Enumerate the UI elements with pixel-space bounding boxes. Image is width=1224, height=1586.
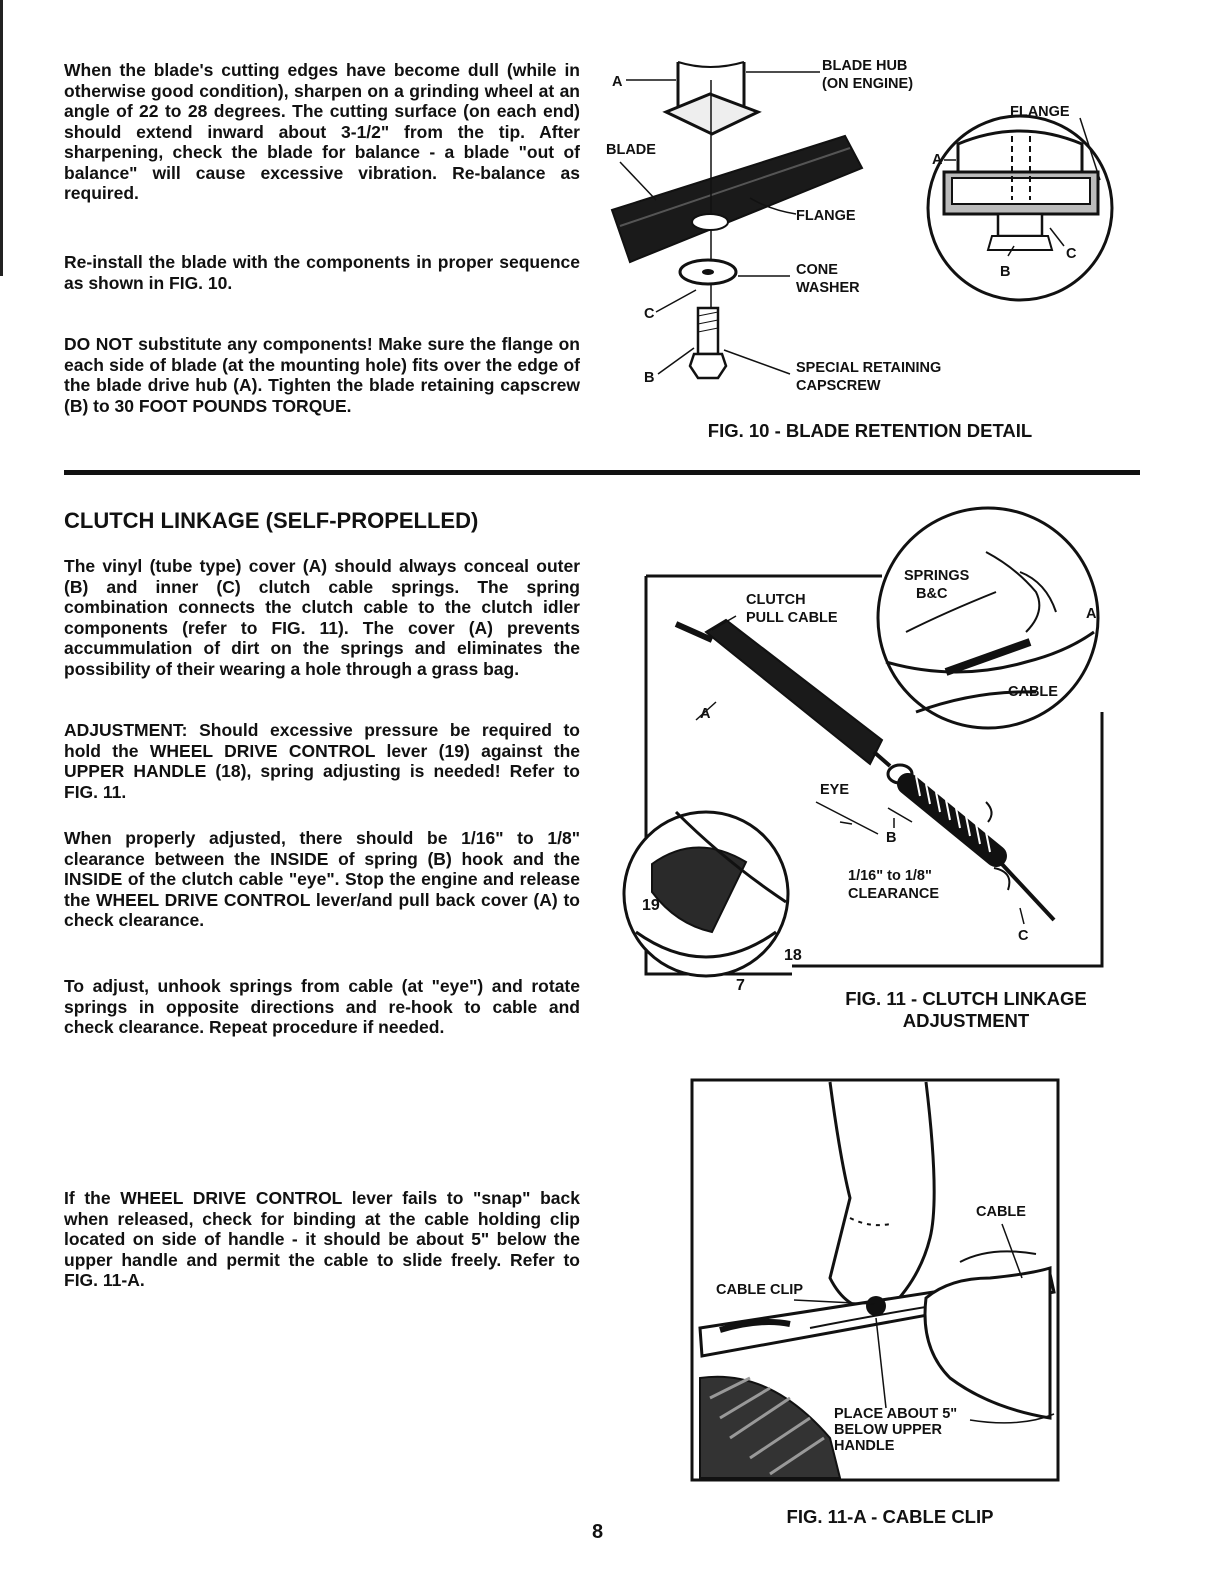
- cable-clip-shape: [866, 1296, 886, 1316]
- fig10-blade-retention-diagram: [600, 50, 1120, 410]
- fig10-label-a: A: [612, 74, 623, 90]
- fig11-label-cable: CABLE: [1008, 684, 1058, 700]
- inset-label-flange: FLANGE: [1010, 104, 1070, 120]
- clearance-paragraph: When properly adjusted, there should be 1/16" to 1/8" clearance between the INSIDE of spring (B) hook and the INSIDE of the clutch cable "eye". Stop the engine and release the WHEEL DRIVE CONTROL lever/and pull back cover (A) to check clearance.: [64, 828, 580, 930]
- spring-b-shape: [908, 776, 996, 856]
- fig10-label-screw-2: CAPSCREW: [796, 378, 881, 394]
- blade-reinstall-paragraph: Re-install the blade with the components in proper sequence as shown in FIG. 10.: [64, 252, 580, 293]
- fig10-label-cone-1: CONE: [796, 262, 838, 278]
- fig11-label-c: C: [1018, 928, 1029, 944]
- fig10-label-b: B: [644, 370, 655, 386]
- fig10-label-blade-hub-2: (ON ENGINE): [822, 76, 914, 92]
- fig11-label-springs-2: B&C: [916, 586, 948, 602]
- adjustment-paragraph: [64, 720, 580, 802]
- fig11-caption-line2: ADJUSTMENT: [902, 1010, 1030, 1031]
- fig10-label-screw-1: SPECIAL RETAINING: [796, 360, 942, 376]
- fig11a-label-cable-clip: CABLE CLIP: [716, 1282, 803, 1298]
- fig10-label-c: C: [644, 306, 655, 322]
- fig11a-label-place-1: PLACE ABOUT 5": [834, 1406, 958, 1422]
- section-divider: [64, 470, 1140, 475]
- fig11-label-eye: EYE: [820, 782, 850, 798]
- fig11-label-clutch-1: CLUTCH: [746, 592, 806, 608]
- fig11-clutch-linkage-diagram: [616, 512, 1136, 992]
- fig10-label-cone-2: WASHER: [796, 280, 860, 296]
- page-number: 8: [592, 1521, 604, 1543]
- fig10-label-blade-hub-1: BLADE HUB: [822, 58, 908, 74]
- fig11a-label-place-2: BELOW UPPER: [834, 1422, 942, 1438]
- inset-label-a: A: [932, 152, 943, 168]
- inset-label-b: B: [1000, 264, 1011, 280]
- fig10-label-blade: BLADE: [606, 142, 656, 158]
- clutch-cover-paragraph: The vinyl (tube type) cover (A) should always conceal outer (B) and inner (C) clutch cable springs. The spring combination connects the clutch cable to the clutch idler components (refer to FIG. 11). The cover (A) prevents accummulation of dirt on the springs and eliminates the possibility of their wearing a hole through a grass bag.: [64, 556, 580, 679]
- fig11-label-19: 19: [642, 897, 660, 914]
- spring-c-wire: [1000, 862, 1054, 920]
- inset-label-c: C: [1066, 246, 1077, 262]
- adjustment-body: Should excessive pressure be required to hold the WHEEL DRIVE CONTROL lever (19) against the UPPER HANDLE (18), spring adjusting is needed! Refer to FIG. 11.: [64, 720, 580, 802]
- fig11-caption-line1: FIG. 11 - CLUTCH LINKAGE: [845, 988, 1087, 1009]
- fig11a-label-cable: CABLE: [976, 1204, 1026, 1220]
- fig10-label-flange: FLANGE: [796, 208, 856, 224]
- fig11-label-18: 18: [784, 947, 802, 964]
- fig11-label-clear-1: 1/16" to 1/8": [848, 868, 932, 884]
- adjust-procedure-paragraph: To adjust, unhook springs from cable (at "eye") and rotate springs in opposite directions and re-hook to cable and check clearance. Repeat procedure if needed.: [64, 976, 580, 1037]
- fig11-label-clear-2: CLEARANCE: [848, 886, 940, 902]
- vinyl-cover-shape: [706, 620, 882, 764]
- clutch-linkage-heading: CLUTCH LINKAGE (SELF-PROPELLED): [64, 508, 479, 533]
- adjustment-emphasis: ADJUSTMENT:: [64, 720, 188, 740]
- fig11-label-a-top: A: [1086, 606, 1097, 622]
- fig11-label-b: B: [886, 830, 897, 846]
- do-not-emphasis: DO NOT: [64, 334, 133, 354]
- scan-edge-mark: [0, 0, 3, 276]
- fig11-caption: [816, 988, 1116, 1032]
- fig11-label-clutch-2: PULL CABLE: [746, 610, 838, 626]
- torque-emphasis: 30 FOOT POUNDS TORQUE.: [114, 395, 352, 416]
- cable-clip-paragraph: If the WHEEL DRIVE CONTROL lever fails to "snap" back when released, check for binding at the cable holding clip located on side of handle - it should be about 5" below the upper handle and permit the cable to slide freely. Refer to FIG. 11-A.: [64, 1188, 580, 1290]
- fig11a-label-place-3: HANDLE: [834, 1438, 895, 1454]
- fig11-label-a-left: A: [700, 706, 711, 722]
- warning-body: substitute any components! Make sure the flange on each side of blade (at the mounting hole) fits over the edge of the blade drive hub (A). Tighten the blade retaining capscrew (B) to: [64, 334, 580, 416]
- fig11-label-springs-1: SPRINGS: [904, 568, 970, 584]
- fig11a-cable-clip-diagram: [690, 1078, 1070, 1492]
- blade-warning-paragraph: [64, 334, 580, 416]
- blade-sharpening-paragraph: When the blade's cutting edges have become dull (while in otherwise good condition), sharpen on a grinding wheel at an angle of 22 to 28 degrees. The cutting surface (on each end) should extend inward about 3-1/2" from the tip. After sharpening, check the blade for balance - a blade "out of balance" will cause excessive vibration. Re-balance as required.: [64, 60, 580, 203]
- fig11-label-7: 7: [736, 977, 745, 994]
- fig10-caption: FIG. 10 - BLADE RETENTION DETAIL: [707, 420, 1033, 441]
- fig11a-caption: FIG. 11-A - CABLE CLIP: [786, 1506, 994, 1527]
